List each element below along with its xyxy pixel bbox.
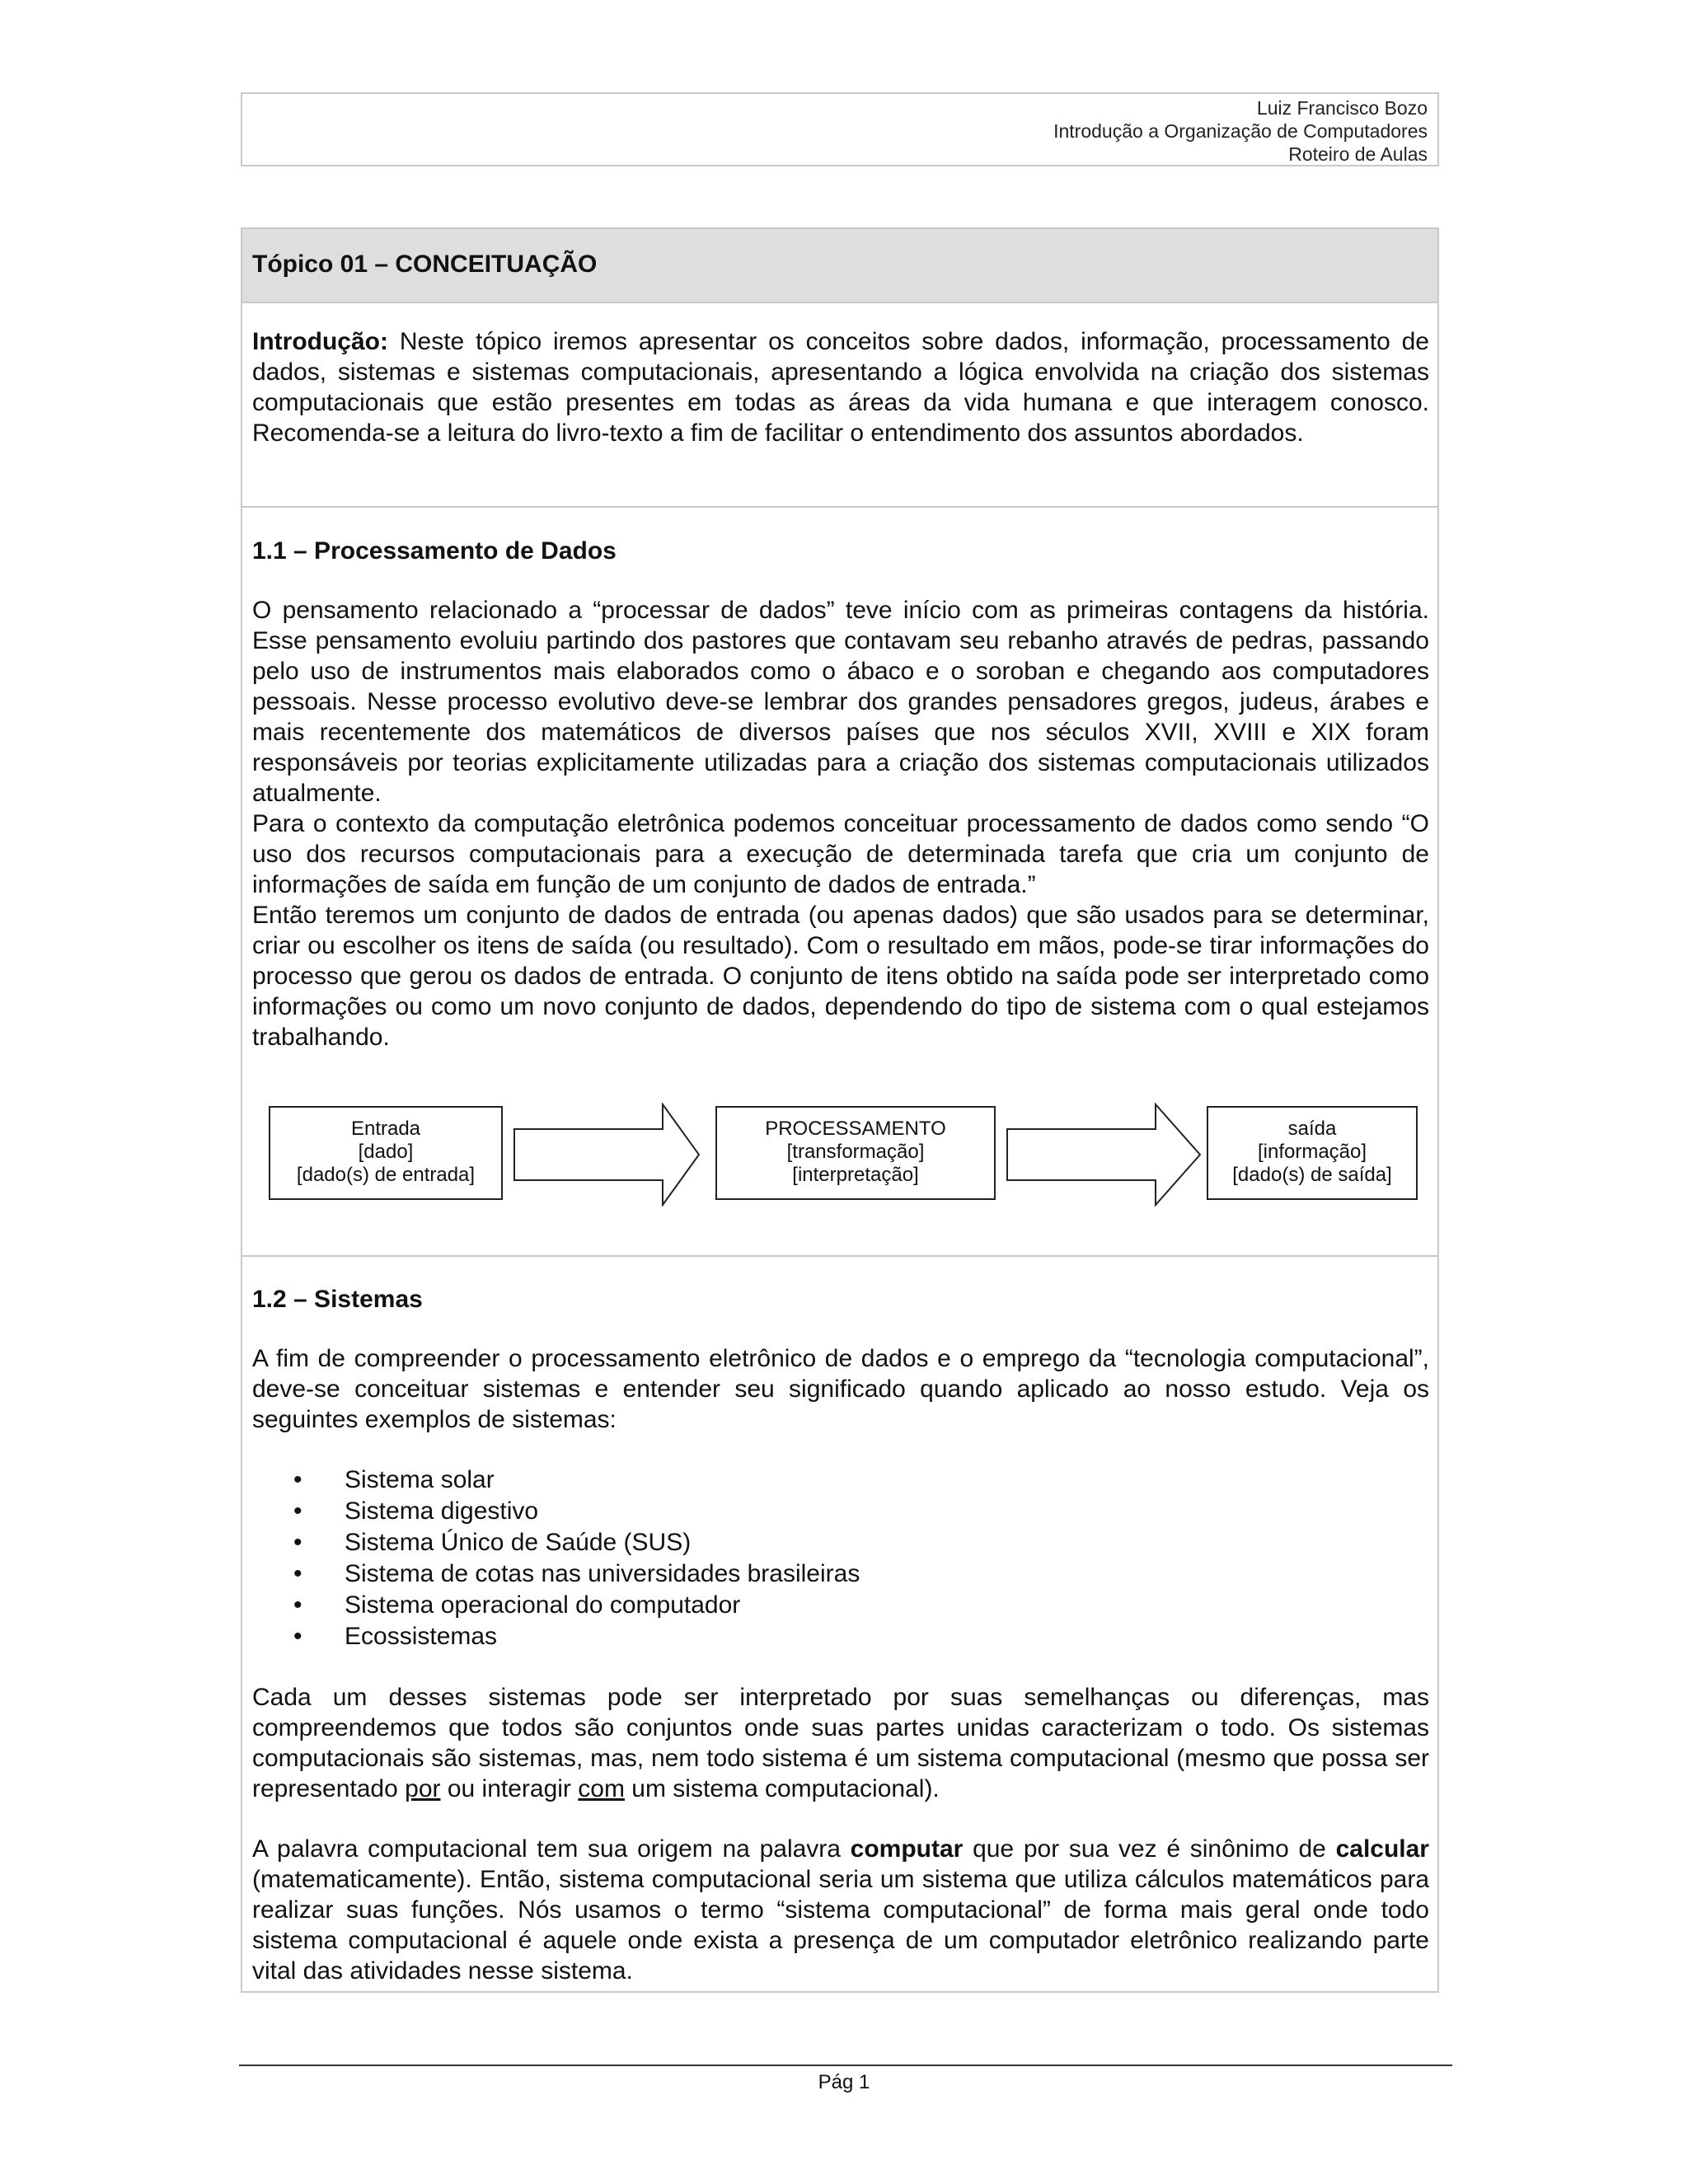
bullet: • — [293, 1623, 302, 1650]
list-item — [252, 1590, 1429, 1621]
diagram-arrow-1 — [513, 1103, 702, 1207]
list-item — [252, 1465, 1429, 1496]
paragraph-text: que por sua vez é sinônimo de — [963, 1835, 1336, 1863]
diagram-output-line: saída — [1287, 1118, 1337, 1140]
intro-text: Neste tópico iremos apresentar os conceitos sobre dados, informação, processamento de dados, sistemas e sistemas computacionais, apresentando a lógica envolvida na criação dos sistemas computacionais que estão presentes em todas as áreas da vida humana e que interagem conosco. Recomenda-se a leitura do livro-texto a fim de facilitar o entendimento dos assuntos abordados. — [252, 328, 1429, 447]
bold-word: computar — [850, 1835, 964, 1863]
underlined-word: com — [578, 1775, 625, 1802]
diagram-input-line: [dado] — [358, 1141, 414, 1163]
section-1-2-intro: A fim de compreender o processamento eletrônico de dados e o emprego da “tecnologia computacional”, deve-se conceituar sistemas e entender seu significado quando aplicado ao nosso estudo. Veja os seguintes exemplos de sistemas: — [252, 1345, 1429, 1433]
list-item — [252, 1496, 1429, 1527]
section-1-1 — [252, 536, 1429, 1052]
section-1-1-paragraph: Para o contexto da computação eletrônica podemos conceituar processamento de dados como sendo “O uso dos recursos computacionais para a execução de determinada tarefa que cria um conjunto de informações de saída em função de um conjunto de dados de entrada.” — [252, 810, 1429, 898]
systems-list — [252, 1465, 1429, 1652]
list-item — [252, 1558, 1429, 1590]
diagram-input-line: Entrada — [350, 1118, 421, 1140]
diagram-output-line: [dado(s) de saída] — [1232, 1164, 1392, 1186]
section-divider — [242, 506, 1437, 508]
diagram-input-box — [269, 1106, 503, 1200]
underlined-word: por — [405, 1775, 441, 1802]
section-1-2-paragraph — [252, 1834, 1429, 1986]
section-1-2-paragraph — [252, 1682, 1429, 1804]
topic-title: Tópico 01 – CONCEITUAÇÃO — [252, 251, 598, 278]
paragraph-text: (matematicamente). Então, sistema computacional seria um sistema que utiliza cálculos matemáticos para realizar suas funções. Nós usamos o termo “sistema computacional” de forma mais geral onde todo sistema computacional é aquele onde exista a presença de um computador eletrônico realizando parte vital das atividades nesse sistema. — [252, 1866, 1429, 1985]
header-doc-type: Roteiro de Aulas — [1288, 143, 1428, 165]
header-author: Luiz Francisco Bozo — [1256, 97, 1428, 119]
list-item-text: Sistema operacional do computador — [345, 1591, 741, 1619]
diagram-process-line: [interpretação] — [792, 1164, 919, 1186]
intro-paragraph — [252, 326, 1429, 448]
section-1-2-title: 1.2 – Sistemas — [252, 1286, 423, 1313]
paragraph-text: Cada um desses sistemas pode ser interpretado por suas semelhanças ou diferenças, mas compreendemos que todos são conjuntos onde suas partes unidas caracterizam o todo. Os sistemas computacionais são sistemas, mas, nem todo sistema é um sistema computacional (mesmo que possa ser representado — [252, 1684, 1429, 1802]
list-item — [252, 1621, 1429, 1652]
section-1-1-paragraph: Então teremos um conjunto de dados de entrada (ou apenas dados) que são usados para se determinar, criar ou escolher os itens de saída (ou resultado). Com o resultado em mãos, pode-se tirar informações do processo que gerou os dados de entrada. O conjunto de itens obtido na saída pode ser interpretado como informações ou como um novo conjunto de dados, dependendo do tipo de sistema com o qual estejamos trabalhando. — [252, 902, 1429, 1051]
bullet: • — [293, 1497, 302, 1525]
list-item-text: Sistema digestivo — [345, 1497, 539, 1525]
diagram-arrow-2 — [1006, 1103, 1203, 1207]
bullet: • — [293, 1529, 302, 1556]
diagram-output-line: [informação] — [1257, 1141, 1367, 1163]
list-item-text: Sistema de cotas nas universidades brasileiras — [345, 1560, 860, 1587]
section-1-1-paragraph: O pensamento relacionado a “processar de dados” teve início com as primeiras contagens da história. Esse pensamento evoluiu partindo dos pastores que contavam seu rebanho através de pedras, passando pelo uso de instrumentos mais elaborados como o ábaco e o soroban e chegando aos computadores pessoais. Nesse processo evolutivo deve-se lembrar dos grandes pensadores gregos, judeus, árabes e mais recentemente dos matemáticos de diversos países que nos séculos XVII, XVIII e XIX foram responsáveis por teorias explicitamente utilizadas para a criação dos sistemas computacionais utilizados atualmente. — [252, 597, 1429, 807]
document-header — [241, 92, 1439, 166]
diagram-process-line: [transformação] — [786, 1141, 925, 1163]
section-1-1-title: 1.1 – Processamento de Dados — [252, 537, 617, 565]
list-item-text: Sistema Único de Saúde (SUS) — [345, 1529, 692, 1556]
intro-section — [252, 326, 1429, 448]
header-course: Introdução a Organização de Computadores — [1053, 120, 1428, 142]
page-number: Pág 1 — [818, 2071, 870, 2093]
diagram-process-box — [715, 1106, 996, 1200]
content-box — [241, 227, 1439, 1993]
diagram-process-line: PROCESSAMENTO — [765, 1118, 946, 1140]
bullet: • — [293, 1560, 302, 1587]
paragraph-text: um sistema computacional). — [624, 1775, 940, 1802]
topic-bar — [242, 229, 1437, 303]
bullet: • — [293, 1591, 302, 1619]
bold-word: calcular — [1335, 1835, 1429, 1863]
section-1-2 — [252, 1284, 1429, 1986]
diagram-output-box — [1207, 1106, 1418, 1200]
list-item-text: Sistema solar — [345, 1466, 495, 1493]
footer-rule — [239, 2064, 1452, 2066]
paragraph-text: A palavra computacional tem sua origem na palavra — [252, 1835, 851, 1863]
intro-label: Introdução: — [252, 328, 388, 355]
diagram-input-line: [dado(s) de entrada] — [296, 1164, 476, 1186]
bullet: • — [293, 1466, 302, 1493]
list-item-text: Ecossistemas — [345, 1623, 498, 1650]
paragraph-text: ou interagir — [440, 1775, 579, 1802]
section-divider — [242, 1255, 1437, 1257]
list-item — [252, 1527, 1429, 1558]
